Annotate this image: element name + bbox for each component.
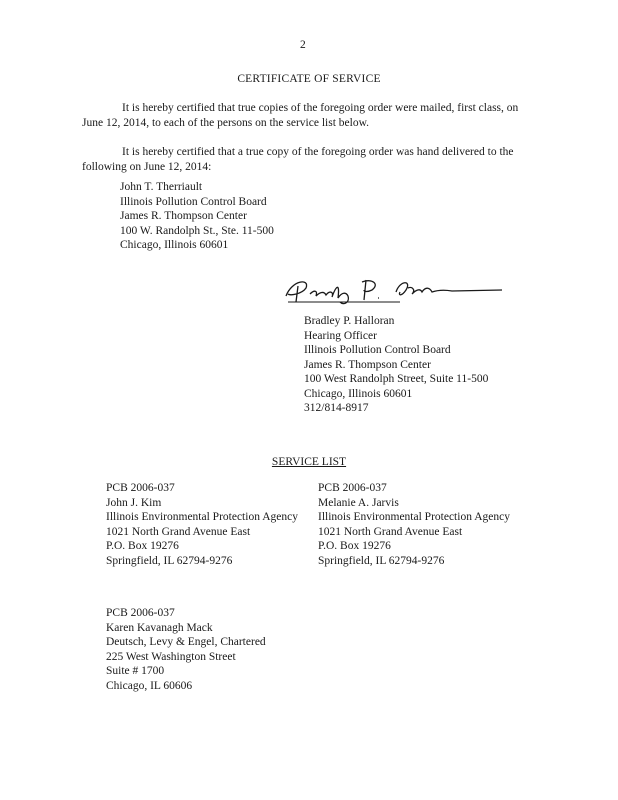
signer-block: [304, 314, 488, 416]
service-line: 1021 North Grand Avenue East: [318, 525, 463, 538]
service-line: P.O. Box 19276: [318, 540, 391, 552]
service-line: PCB 2006-037: [106, 607, 175, 619]
signer-line: Illinois Pollution Control Board: [304, 344, 451, 356]
service-line: Illinois Environmental Protection Agency: [106, 511, 298, 523]
service-line: Karen Kavanagh Mack: [106, 621, 213, 634]
service-line: Suite # 1700: [106, 665, 165, 677]
service-list-title: [0, 455, 618, 470]
signer-line: Chicago, Illinois 60601: [304, 387, 413, 400]
mailed-paragraph-text: It is hereby certified that true copies of the foregoing order were mailed, first class, on June 12, 2014, to each of the persons on the service list below.: [82, 102, 519, 129]
service-line: PCB 2006-037: [318, 482, 387, 494]
service-line: Chicago, IL 60606: [106, 679, 193, 692]
service-entry: [106, 481, 298, 568]
delivered-paragraph-text: It is hereby certified that a true copy of the foregoing order was hand delivered to the following on June 12, 2014:: [82, 146, 514, 173]
service-list-title-text: SERVICE LIST: [271, 456, 347, 468]
service-line: Springfield, IL 62794-9276: [318, 554, 445, 567]
service-line: Deutsch, Levy & Engel, Chartered: [106, 636, 266, 648]
service-line: Springfield, IL 62794-9276: [106, 554, 233, 567]
handwritten-signature: [280, 272, 510, 308]
address-line: 100 W. Randolph St., Ste. 11-500: [120, 224, 274, 237]
service-line: John J. Kim: [106, 496, 162, 509]
service-line: Melanie A. Jarvis: [318, 496, 399, 509]
service-line: 225 West Washington Street: [106, 650, 236, 663]
signer-line: 100 West Randolph Street, Suite 11-500: [304, 373, 489, 385]
address-line: James R. Thompson Center: [120, 210, 247, 222]
address-line: Illinois Pollution Control Board: [120, 195, 267, 208]
document-title: CERTIFICATE OF SERVICE: [237, 73, 381, 85]
service-line: 1021 North Grand Avenue East: [106, 525, 251, 538]
service-line: Illinois Environmental Protection Agency: [318, 511, 510, 523]
service-line: PCB 2006-037: [106, 482, 175, 494]
service-entry: [318, 481, 510, 568]
service-entry: [106, 606, 266, 693]
signer-line: James R. Thompson Center: [304, 358, 431, 371]
delivered-to-address: [120, 180, 274, 253]
delivered-paragraph: [82, 145, 532, 174]
signer-line: Bradley P. Halloran: [304, 315, 395, 327]
address-line: Chicago, Illinois 60601: [120, 239, 229, 251]
address-line: John T. Therriault: [120, 181, 203, 193]
mailed-paragraph: [82, 101, 532, 130]
page-number: 2: [300, 39, 306, 51]
signer-line: Hearing Officer: [304, 329, 377, 342]
service-line: P.O. Box 19276: [106, 540, 179, 552]
signer-line: 312/814-8917: [304, 402, 369, 414]
